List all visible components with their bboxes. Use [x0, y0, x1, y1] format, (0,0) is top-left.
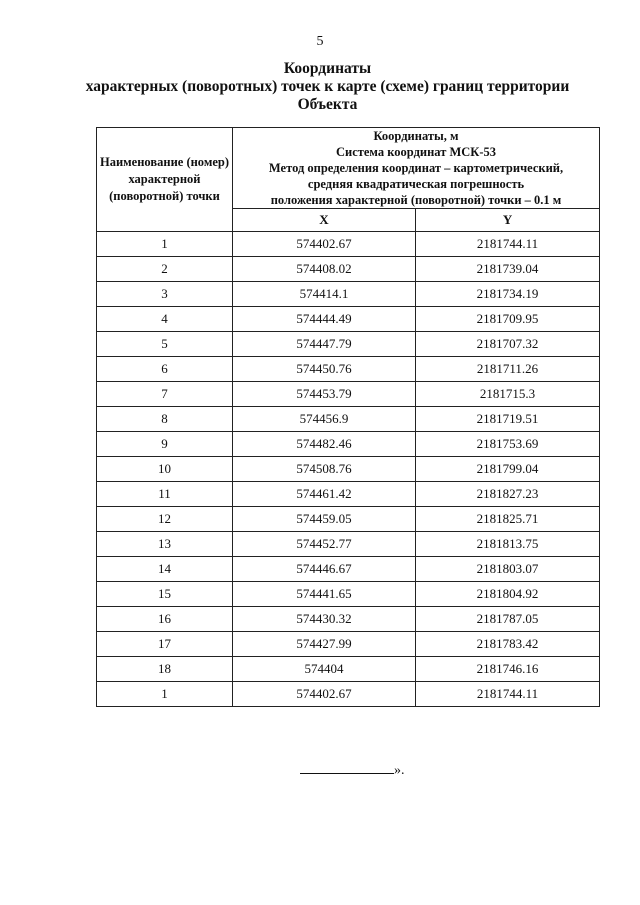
y-coordinate-cell: 2181813.75	[416, 532, 600, 557]
coordinates-table	[96, 127, 600, 707]
point-number-cell: 6	[97, 357, 233, 382]
table-row	[97, 582, 600, 607]
y-coordinate-cell: 2181827.23	[416, 482, 600, 507]
table-row	[97, 307, 600, 332]
blank-underline	[300, 759, 394, 774]
x-coordinate-cell: 574452.77	[233, 532, 416, 557]
point-number-cell: 1	[97, 682, 233, 707]
table-row	[97, 357, 600, 382]
x-coordinate-cell: 574447.79	[233, 332, 416, 357]
y-column-header: Y	[416, 209, 600, 232]
point-number-cell: 13	[97, 532, 233, 557]
y-coordinate-cell: 2181744.11	[416, 682, 600, 707]
signature-line	[300, 759, 405, 779]
table-row	[97, 557, 600, 582]
y-coordinate-cell: 2181739.04	[416, 257, 600, 282]
y-coordinate-cell: 2181787.05	[416, 607, 600, 632]
point-number-cell: 10	[97, 457, 233, 482]
y-coordinate-cell: 2181825.71	[416, 507, 600, 532]
x-coordinate-cell: 574402.67	[233, 232, 416, 257]
y-coordinate-cell: 2181783.42	[416, 632, 600, 657]
table-row	[97, 282, 600, 307]
x-coordinate-cell: 574441.65	[233, 582, 416, 607]
point-number-cell: 4	[97, 307, 233, 332]
x-coordinate-cell: 574414.1	[233, 282, 416, 307]
table-row	[97, 232, 600, 257]
table-row	[97, 457, 600, 482]
table-row	[97, 632, 600, 657]
point-number-cell: 15	[97, 582, 233, 607]
point-number-cell: 7	[97, 382, 233, 407]
table-row	[97, 657, 600, 682]
coord-header-line: Координаты, м	[373, 129, 459, 143]
x-coordinate-cell: 574459.05	[233, 507, 416, 532]
point-number-cell: 5	[97, 332, 233, 357]
coord-header-line: средняя квадратическая погрешность	[307, 177, 525, 191]
document-title	[60, 60, 595, 114]
x-coordinate-cell: 574404	[233, 657, 416, 682]
point-name-header: Наименование (номер) характерной (поворотной) точки	[97, 128, 233, 232]
x-coordinate-cell: 574450.76	[233, 357, 416, 382]
x-column-header: X	[233, 209, 416, 232]
x-coordinate-cell: 574446.67	[233, 557, 416, 582]
x-coordinate-cell: 574408.02	[233, 257, 416, 282]
point-number-cell: 1	[97, 232, 233, 257]
table-row	[97, 507, 600, 532]
closing-mark: ».	[394, 763, 405, 778]
x-coordinate-cell: 574508.76	[233, 457, 416, 482]
y-coordinate-cell: 2181804.92	[416, 582, 600, 607]
y-coordinate-cell: 2181711.26	[416, 357, 600, 382]
point-number-cell: 17	[97, 632, 233, 657]
table-row	[97, 607, 600, 632]
coord-header-line: Система координат МСК-53	[335, 145, 497, 159]
y-coordinate-cell: 2181744.11	[416, 232, 600, 257]
page-number: 5	[316, 34, 324, 49]
table-row	[97, 407, 600, 432]
table-row	[97, 257, 600, 282]
title-line-2: характерных (поворотных) точек к карте (схеме) границ территории	[85, 78, 570, 95]
table-row	[97, 432, 600, 457]
point-number-cell: 14	[97, 557, 233, 582]
title-line-1: Координаты	[283, 60, 372, 77]
point-number-cell: 3	[97, 282, 233, 307]
table-row	[97, 382, 600, 407]
point-number-cell: 11	[97, 482, 233, 507]
y-coordinate-cell: 2181719.51	[416, 407, 600, 432]
y-coordinate-cell: 2181753.69	[416, 432, 600, 457]
title-line-3: Объекта	[297, 96, 358, 113]
point-number-cell: 12	[97, 507, 233, 532]
x-coordinate-cell: 574430.32	[233, 607, 416, 632]
y-coordinate-cell: 2181715.3	[416, 382, 600, 407]
x-coordinate-cell: 574456.9	[233, 407, 416, 432]
table-row	[97, 682, 600, 707]
point-number-cell: 8	[97, 407, 233, 432]
x-coordinate-cell: 574482.46	[233, 432, 416, 457]
x-coordinate-cell: 574453.79	[233, 382, 416, 407]
point-number-cell: 16	[97, 607, 233, 632]
point-number-cell: 2	[97, 257, 233, 282]
table-row	[97, 482, 600, 507]
point-number-cell: 9	[97, 432, 233, 457]
x-coordinate-cell: 574461.42	[233, 482, 416, 507]
coord-header-line: положения характерной (поворотной) точки – 0.1 м	[270, 193, 562, 207]
table-row	[97, 332, 600, 357]
x-coordinate-cell: 574444.49	[233, 307, 416, 332]
y-coordinate-cell: 2181707.32	[416, 332, 600, 357]
y-coordinate-cell: 2181734.19	[416, 282, 600, 307]
y-coordinate-cell: 2181746.16	[416, 657, 600, 682]
y-coordinate-cell: 2181709.95	[416, 307, 600, 332]
x-coordinate-cell: 574402.67	[233, 682, 416, 707]
table-row	[97, 532, 600, 557]
y-coordinate-cell: 2181799.04	[416, 457, 600, 482]
point-number-cell: 18	[97, 657, 233, 682]
x-coordinate-cell: 574427.99	[233, 632, 416, 657]
y-coordinate-cell: 2181803.07	[416, 557, 600, 582]
coordinates-header	[233, 128, 600, 209]
coord-header-line: Метод определения координат – картометрический,	[268, 161, 564, 175]
